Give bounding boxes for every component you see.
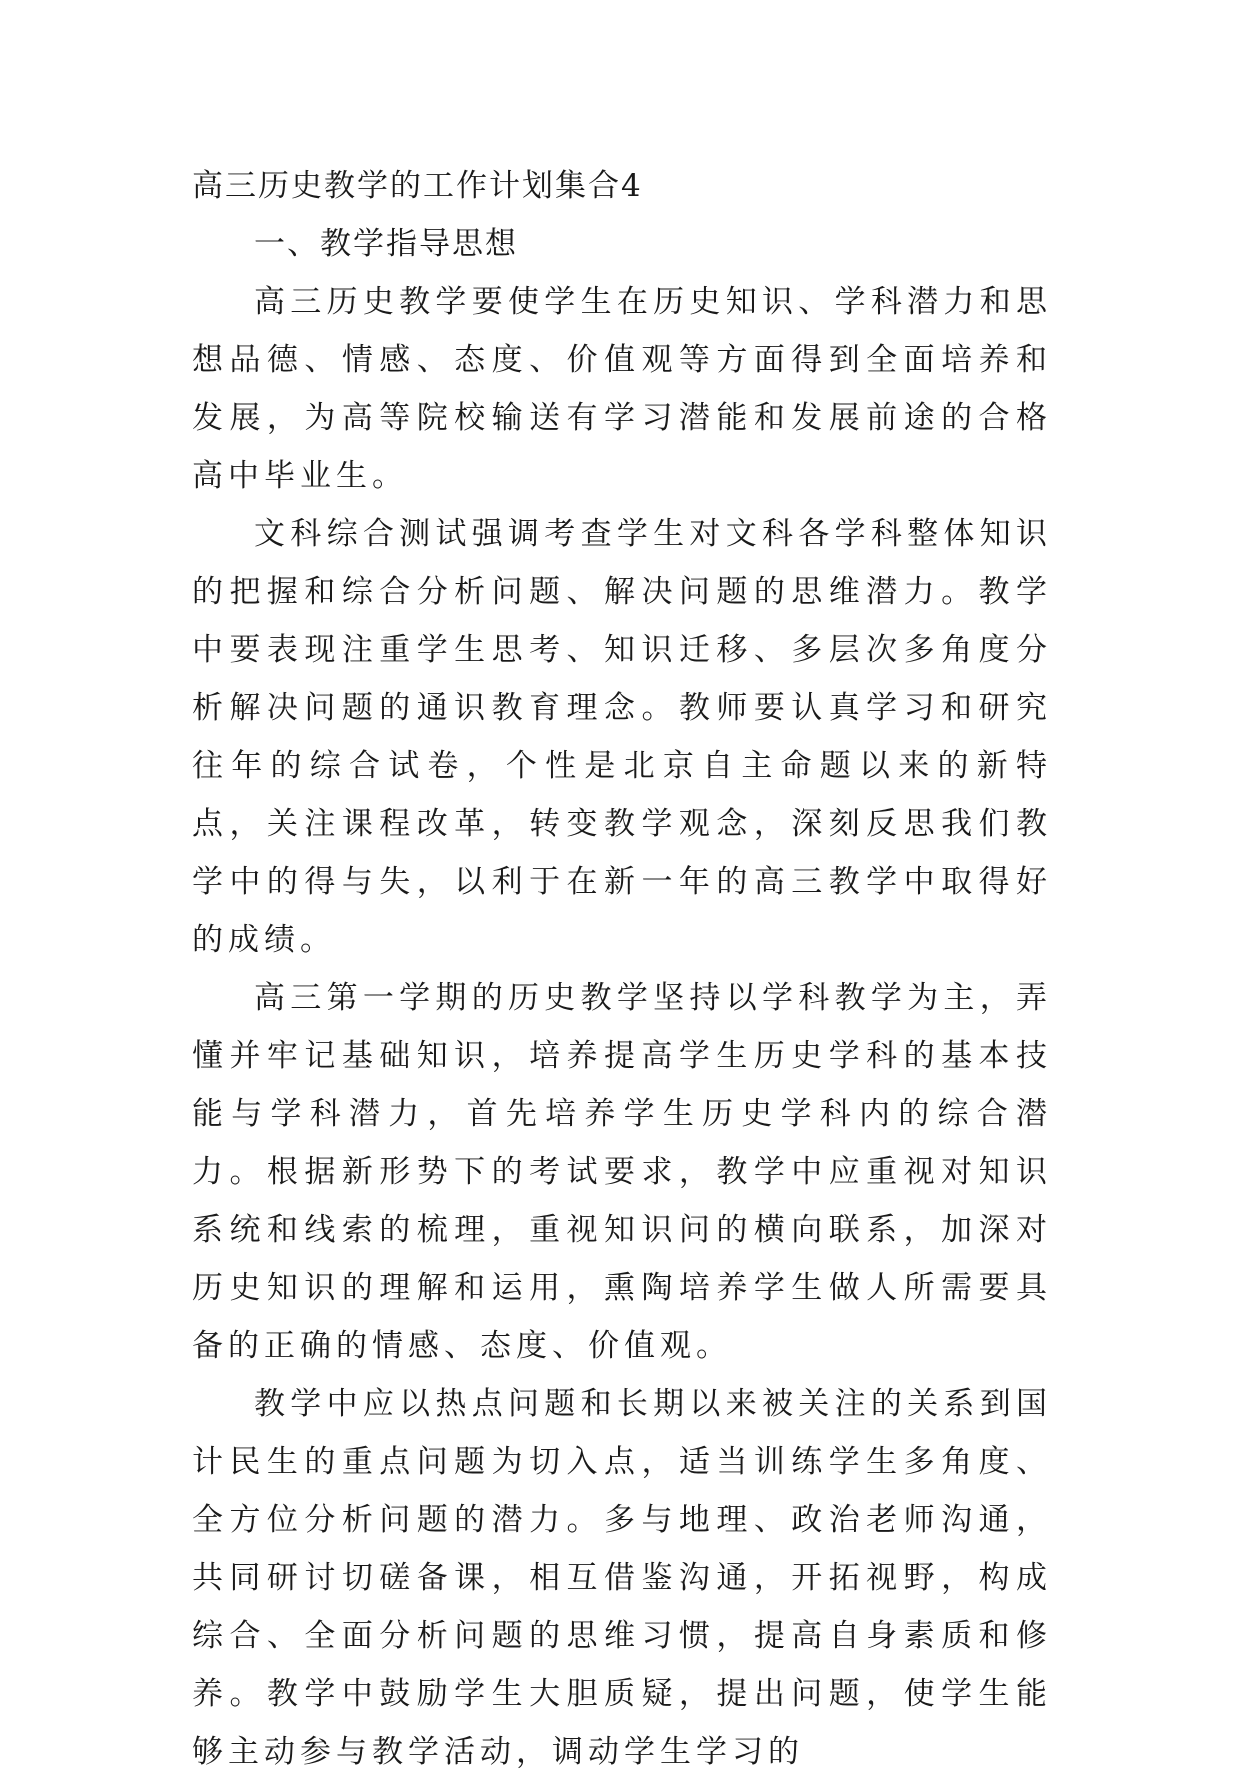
paragraph-3: 高三第一学期的历史教学坚持以学科教学为主，弄懂并牢记基础知识，培养提高学生历史学科的基本技能与学科潜力，首先培养学生历史学科内的综合潜力。根据新形势下的考试要求，教学中应重视对知识系统和线索的梳理，重视知识问的横向联系，加深对历史知识的理解和运用，熏陶培养学生做人所需要具备的正确的情感、态度、价值观。 — [192, 980, 1052, 1364]
document-title: 高三历史教学的工作计划集合4 — [192, 168, 643, 204]
paragraph-4: 教学中应以热点问题和长期以来被关注的关系到国计民生的重点问题为切入点，适当训练学生多角度、全方位分析问题的潜力。多与地理、政治老师沟通，共同研讨切磋备课，相互借鉴沟通，开拓视野，构成综合、全面分析问题的思维习惯，提高自身素质和修养。教学中鼓励学生大胆质疑，提出问题，使学生能够主动参与教学活动，调动学生学习的 — [192, 1386, 1052, 1770]
document-body — [192, 157, 1052, 1781]
paragraph-2: 文科综合测试强调考查学生对文科各学科整体知识的把握和综合分析问题、解决问题的思维潜力。教学中要表现注重学生思考、知识迁移、多层次多角度分析解决问题的通识教育理念。教师要认真学习和研究往年的综合试卷，个性是北京自主命题以来的新特点，关注课程改革，转变教学观念，深刻反思我们教学中的得与失，以利于在新一年的高三教学中取得好的成绩。 — [192, 516, 1052, 958]
section-heading: 一、教学指导思想 — [254, 226, 518, 262]
paragraph-1: 高三历史教学要使学生在历史知识、学科潜力和思想品德、情感、态度、价值观等方面得到全面培养和发展，为高等院校输送有学习潜能和发展前途的合格高中毕业生。 — [192, 284, 1052, 494]
